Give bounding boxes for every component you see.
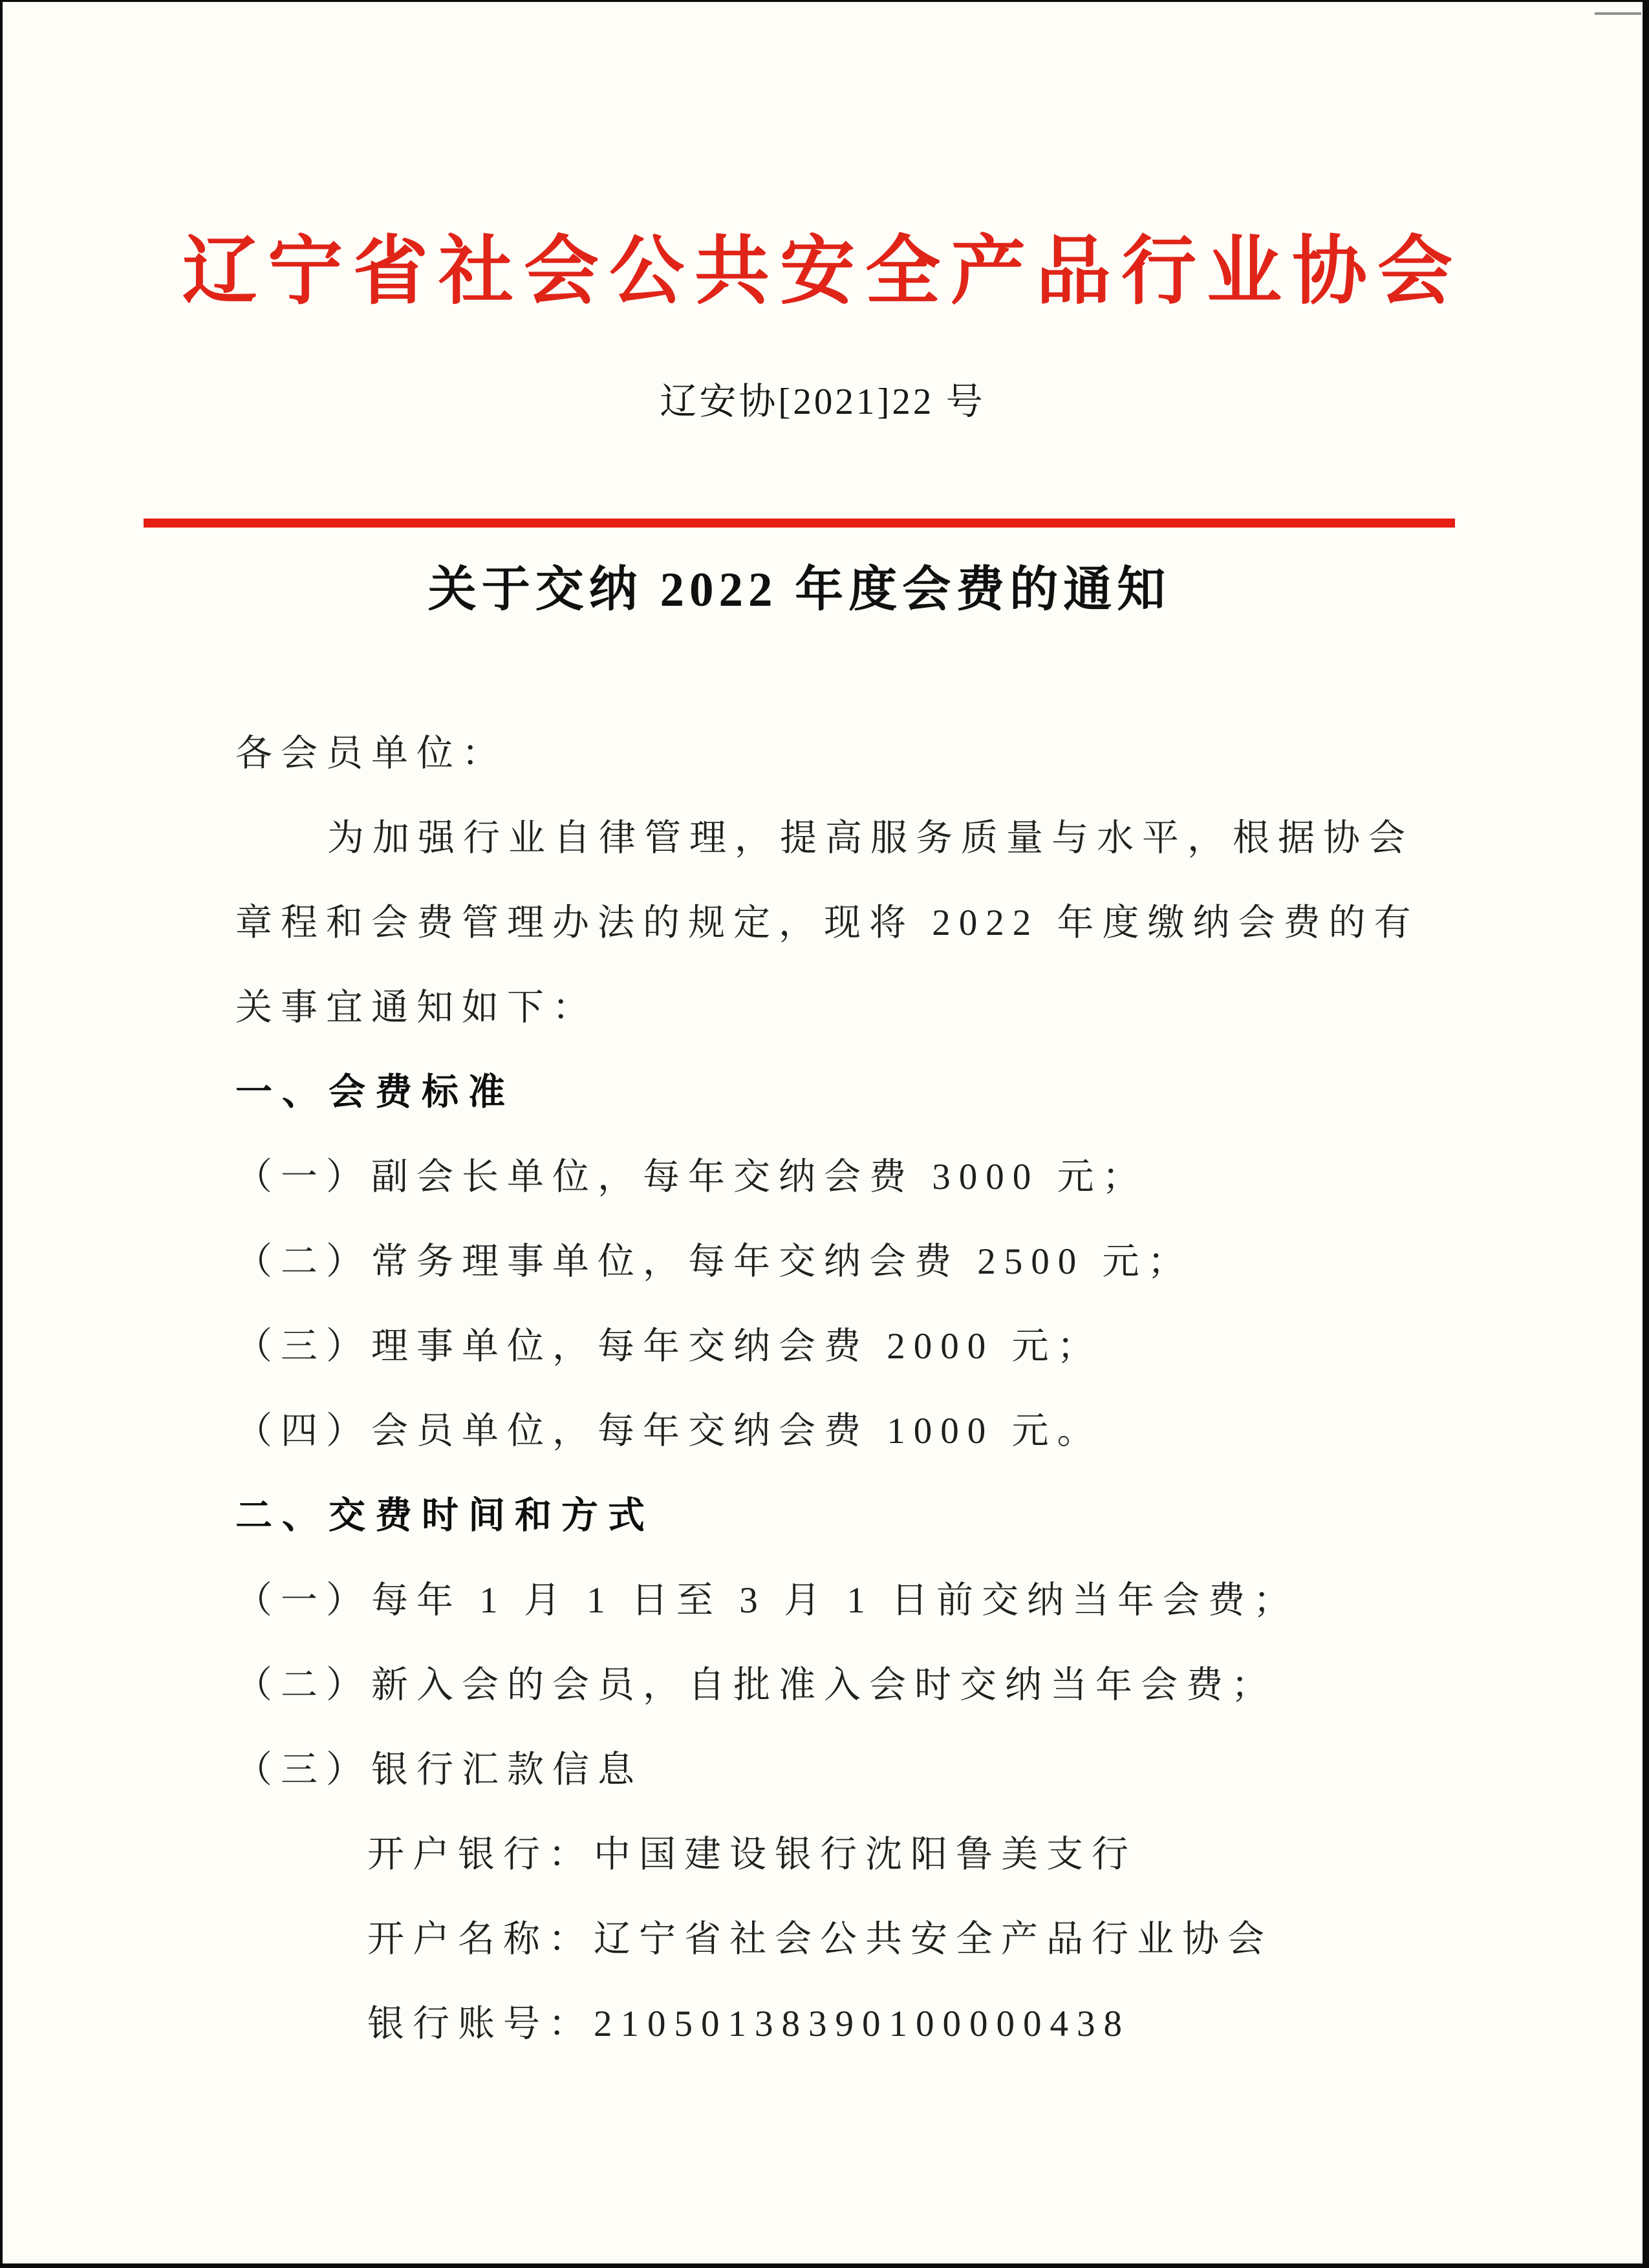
account-number-line: 银行账号：21050138390100000438 xyxy=(367,2004,1130,2044)
payment-item-1: （一）每年 1 月 1 日至 3 月 1 日前交纳当年会费； xyxy=(235,1580,1299,1621)
intro-line-2: 章程和会费管理办法的规定，现将 2022 年度缴纳会费的有 xyxy=(235,903,1419,943)
section-1-heading: 一、会费标准 xyxy=(235,1071,515,1113)
fee-standard-item-2: （二）常务理事单位，每年交纳会费 2500 元； xyxy=(235,1241,1193,1282)
section-2-heading: 二、交费时间和方式 xyxy=(235,1495,654,1536)
red-divider-rule xyxy=(144,519,1455,528)
intro-line-3: 关事宜通知如下： xyxy=(235,987,598,1028)
fee-standard-item-1: （一）副会长单位，每年交纳会费 3000 元； xyxy=(235,1157,1148,1197)
intro-line-1: 为加强行业自律管理，提高服务质量与水平，根据协会 xyxy=(327,818,1414,859)
document-number: 辽安协[2021]22 号 xyxy=(660,381,986,422)
fee-standard-item-4: （四）会员单位，每年交纳会费 1000 元。 xyxy=(235,1411,1103,1451)
organization-title: 辽宁省社会公共安全产品行业协会 xyxy=(182,231,1463,314)
fee-standard-item-3: （三）理事单位，每年交纳会费 2000 元； xyxy=(235,1326,1103,1367)
notice-body xyxy=(235,711,1643,2066)
account-name-line: 开户名称：辽宁省社会公共安全产品行业协会 xyxy=(367,1919,1273,1960)
scan-artifact-line xyxy=(1595,12,1641,15)
notice-title: 关于交纳 2022 年度会费的通知 xyxy=(427,563,1171,617)
payment-item-3: （三）银行汇款信息 xyxy=(235,1749,643,1790)
bank-name-line: 开户银行：中国建设银行沈阳鲁美支行 xyxy=(367,1834,1137,1875)
salutation: 各会员单位： xyxy=(235,733,507,774)
payment-item-2: （二）新入会的会员，自批准入会时交纳当年会费； xyxy=(235,1665,1277,1706)
